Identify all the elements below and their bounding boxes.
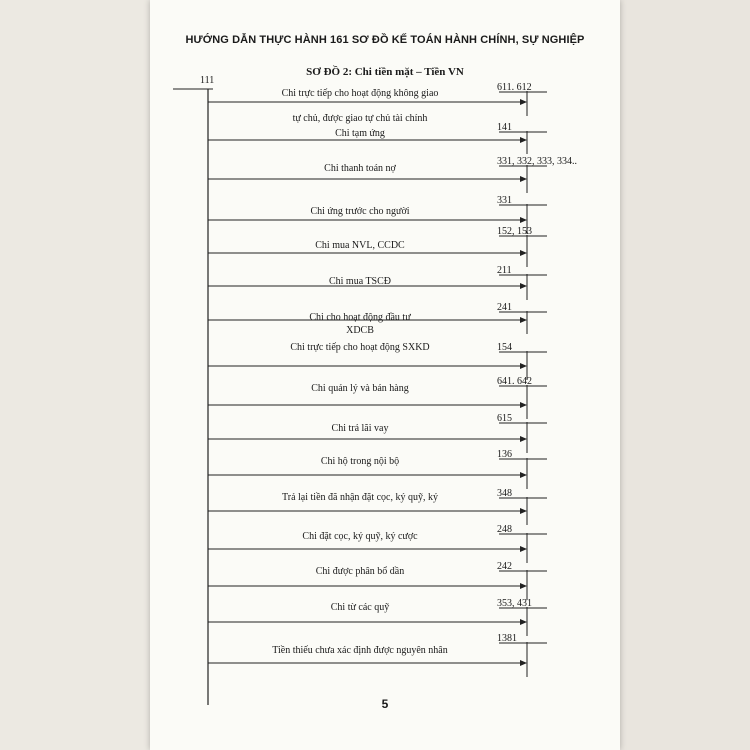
book-page bbox=[150, 0, 620, 750]
entry-label: Chi mua TSCĐ bbox=[328, 276, 392, 287]
account-number: 641. 642 bbox=[497, 376, 532, 387]
arrow-head bbox=[520, 508, 527, 514]
arrow-head bbox=[520, 436, 527, 442]
entry-label: Chi quản lý và bán hàng bbox=[311, 383, 409, 394]
account-number: 353, 431 bbox=[497, 598, 532, 609]
account-number: 154 bbox=[497, 342, 512, 353]
account-number: 211 bbox=[497, 265, 512, 276]
arrow-head bbox=[520, 217, 527, 223]
entry-label-continued: tự chủ, được giao tự chủ tài chính bbox=[292, 113, 428, 124]
account-number: 242 bbox=[497, 561, 512, 572]
arrow-head bbox=[520, 619, 527, 625]
arrow-head bbox=[520, 176, 527, 182]
page-number: 5 bbox=[381, 697, 389, 711]
account-number: 141 bbox=[497, 122, 512, 133]
entry-label: Trả lại tiền đã nhận đặt cọc, ký quỹ, ký bbox=[282, 492, 438, 503]
entry-label: Chi được phân bổ dần bbox=[315, 566, 405, 577]
arrow-head bbox=[520, 546, 527, 552]
account-number: 615 bbox=[497, 413, 512, 424]
page-header: HƯỚNG DẪN THỰC HÀNH 161 SƠ ĐỒ KẾ TOÁN HÀNH CHÍNH, SỰ NGHIỆP bbox=[185, 34, 585, 46]
arrow-head bbox=[520, 583, 527, 589]
account-number: 241 bbox=[497, 302, 512, 313]
source-account-label: 111 bbox=[200, 75, 215, 86]
background-right bbox=[620, 0, 750, 750]
entry-label: Chi hộ trong nội bộ bbox=[320, 456, 400, 467]
arrow-head bbox=[520, 283, 527, 289]
arrow-head bbox=[520, 472, 527, 478]
account-number: 331 bbox=[497, 195, 512, 206]
account-number: 152, 153 bbox=[497, 226, 532, 237]
entry-label: Tiền thiếu chưa xác định được nguyên nhân bbox=[272, 645, 448, 656]
entry-label: Chi trực tiếp cho hoạt động không giao bbox=[281, 88, 439, 99]
account-number: 611. 612 bbox=[497, 82, 532, 93]
account-number: 136 bbox=[497, 449, 512, 460]
arrow-head bbox=[520, 402, 527, 408]
entry-label: Chi ứng trước cho người bbox=[310, 206, 410, 217]
arrow-head bbox=[520, 317, 527, 323]
entry-label-continued: XDCB bbox=[346, 325, 374, 336]
account-number: 331, 332, 333, 334.. bbox=[497, 156, 577, 167]
entry-label: Chi trực tiếp cho hoạt động SXKD bbox=[290, 342, 430, 353]
arrow-head bbox=[520, 99, 527, 105]
arrow-head bbox=[520, 250, 527, 256]
account-number: 248 bbox=[497, 524, 512, 535]
account-number: 1381 bbox=[497, 633, 517, 644]
account-number: 348 bbox=[497, 488, 512, 499]
entry-label: Chi thanh toán nợ bbox=[324, 163, 396, 174]
entry-label: Chi đặt cọc, ký quỹ, ký cược bbox=[302, 531, 418, 542]
entry-label: Chi cho hoạt động đầu tư bbox=[309, 312, 411, 323]
background-left bbox=[0, 0, 150, 750]
arrow-head bbox=[520, 660, 527, 666]
diagram-title: SƠ ĐỒ 2: Chi tiền mặt – Tiền VN bbox=[306, 66, 464, 78]
arrow-head bbox=[520, 137, 527, 143]
entry-label: Chi từ các quỹ bbox=[330, 602, 390, 613]
entry-label: Chi trả lãi vay bbox=[331, 423, 389, 434]
entry-label: Chi tạm ứng bbox=[335, 128, 385, 139]
entry-label: Chi mua NVL, CCDC bbox=[315, 240, 405, 251]
arrow-head bbox=[520, 363, 527, 369]
